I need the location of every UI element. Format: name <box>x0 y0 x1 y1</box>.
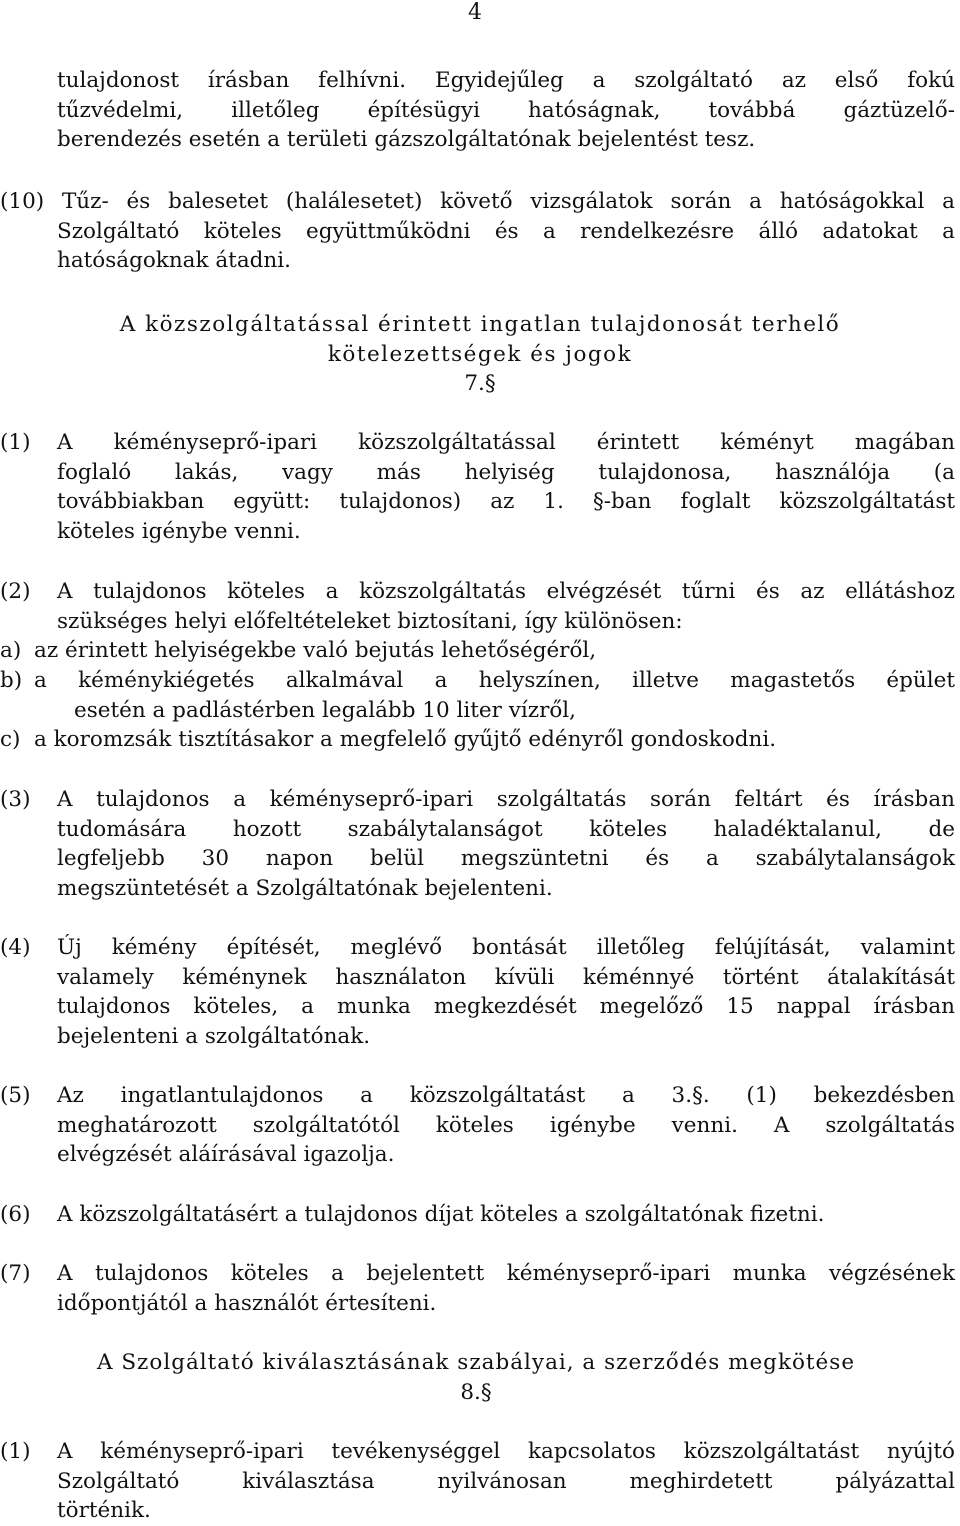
text-line: A kéményseprő-ipari közszolgáltatással érintett kéményt magában <box>57 430 955 455</box>
text-line: A tulajdonos a kéményseprő-ipari szolgáltatás során feltárt és írásban <box>57 787 955 812</box>
text-line: tulajdonos köteles, a munka megkezdését megelőző 15 nappal írásban <box>57 994 955 1019</box>
text-line: tulajdonost írásban felhívni. Egyidejűleg a szolgáltató az első fokú <box>57 68 955 93</box>
text-line: az érintett helyiségekbe való bejutás lehetőségéről, <box>34 638 597 663</box>
text-line: történik. <box>57 1498 151 1523</box>
text-line: A kéményseprő-ipari tevékenységgel kapcsolatos közszolgáltatást nyújtó <box>57 1439 955 1464</box>
text-line: szükséges helyi előfeltételeket biztosítani, így különösen: <box>57 608 683 634</box>
text-line: a koromzsák tisztításakor a megfelelő gyűjtő edényről gondoskodni. <box>34 727 777 752</box>
text-line: A tulajdonos köteles a közszolgáltatás elvégzését tűrni és az ellátáshoz <box>57 579 955 604</box>
section-7-heading <box>0 310 960 399</box>
text-line: berendezés esetén a területi gázszolgáltatónak bejelentést tesz. <box>57 127 756 152</box>
text-line: továbbiakban együtt: tulajdonos) az 1. §-ban foglalt közszolgáltatást <box>57 489 955 514</box>
text-line: Az ingatlantulajdonos a közszolgáltatást a 3.§. (1) bekezdésben <box>57 1083 955 1108</box>
section-title-line: A közszolgáltatással érintett ingatlan tulajdonosát terhelő <box>119 312 841 337</box>
intro-paragraph <box>57 66 955 155</box>
text-line: foglaló lakás, vagy más helyiség tulajdonosa, használója (a <box>57 459 955 485</box>
text-line: Szolgáltató köteles együttműködni és a rendelkezésre álló adatokat a <box>57 218 955 244</box>
section-number: 7.§ <box>464 371 496 396</box>
text-line: köteles igénybe venni. <box>57 518 301 544</box>
paragraph-number: (4) <box>0 935 31 960</box>
text-line: Szolgáltató kiválasztása nyilvánosan meghirdetett pályázattal <box>57 1468 955 1494</box>
section-8-heading <box>0 1348 956 1407</box>
section-number: 8.§ <box>460 1379 492 1405</box>
text-line: esetén a padlástérben legalább 10 liter vízről, <box>74 697 576 723</box>
paragraph-number: (6) <box>0 1202 31 1227</box>
text-line: Új kémény építését, meglévő bontását illetőleg felújítását, valamint <box>57 935 955 960</box>
text-line: megszüntetését a Szolgáltatónak bejelenteni. <box>57 875 553 901</box>
paragraph-10 <box>0 187 955 276</box>
paragraph-number: (1) <box>0 1439 31 1464</box>
section-title-line: kötelezettségek és jogok <box>327 341 633 367</box>
text-line: A közszolgáltatásért a tulajdonos díjat köteles a szolgáltatónak fizetni. <box>57 1202 825 1227</box>
text-line: elvégzését aláírásával igazolja. <box>57 1142 395 1167</box>
section-title-line: A Szolgáltató kiválasztásának szabályai, a szerződés megkötése <box>96 1350 856 1375</box>
text-line: (10) Tűz- és balesetet (halálesetet) követő vizsgálatok során a hatóságokkal a <box>0 189 955 214</box>
list-label: c) <box>0 727 21 752</box>
paragraph-number: (1) <box>0 430 31 455</box>
paragraph-number: (7) <box>0 1261 31 1286</box>
text-line: meghatározott szolgáltatótól köteles igénybe venni. A szolgáltatás <box>57 1112 955 1138</box>
text-line: időpontjától a használót értesíteni. <box>57 1290 437 1316</box>
page-number: 4 <box>468 0 482 25</box>
text-line: legfeljebb 30 napon belül megszüntetni és a szabálytalanságok <box>57 846 955 871</box>
text-line: bejelenteni a szolgáltatónak. <box>57 1023 371 1049</box>
list-label: b) <box>0 668 23 693</box>
text-line: a kéménykiégetés alkalmával a helyszínen, illetve magastetős épület <box>34 668 955 693</box>
text-line: A tulajdonos köteles a bejelentett kéményseprő-ipari munka végzésének <box>57 1261 955 1286</box>
text-line: tűzvédelmi, illetőleg építésügyi hatóságnak, továbbá gáztüzelő- <box>57 97 955 123</box>
list-label: a) <box>0 638 22 663</box>
text-line: hatóságoknak átadni. <box>57 248 291 273</box>
text-line: tudomására hozott szabálytalanságot köteles haladéktalanul, de <box>57 816 955 842</box>
text-line: valamely kéménynek használaton kívüli kéménnyé történt átalakítását <box>57 964 955 990</box>
paragraph-number: (3) <box>0 787 31 812</box>
paragraph-number: (2) <box>0 579 31 604</box>
paragraph-number: (5) <box>0 1083 31 1108</box>
